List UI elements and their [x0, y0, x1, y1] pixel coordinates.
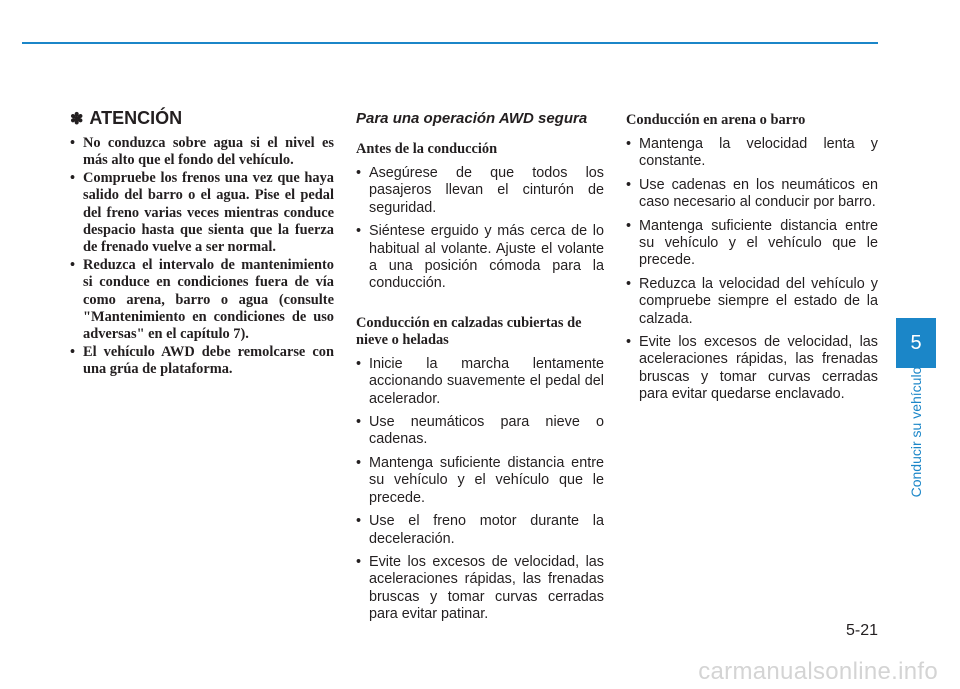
list-item: • Mantenga suficiente distancia entre su vehículo y el vehículo que le precede.: [356, 455, 604, 507]
attention-heading: [70, 108, 334, 129]
attention-list: [70, 135, 334, 379]
attention-item: • El vehículo AWD debe remolcarse con una grúa de plataforma.: [70, 344, 334, 379]
asterisk-icon: ✽: [70, 110, 84, 128]
list-item: • Use el freno motor durante la deceleración.: [356, 513, 604, 548]
watermark: carmanualsonline.info: [698, 658, 938, 685]
header-rule: [22, 42, 878, 44]
list-item: • Reduzca la velocidad del vehículo y compruebe siempre el estado de la calzada.: [626, 276, 878, 328]
attention-item: • Reduzca el intervalo de mantenimiento si conduce en condiciones fuera de vía como arena, barro o agua (consulte "Mantenimiento en condiciones de uso adversas" en el capítulo 7).: [70, 257, 334, 344]
list-item: • Mantenga la velocidad lenta y constante.: [626, 136, 878, 171]
sand-title: Conducción en arena o barro: [626, 112, 806, 128]
before-driving-list: [356, 165, 604, 293]
attention-item: • Compruebe los frenos una vez que haya salido del barro o el agua. Pise el pedal del freno varias veces mientras conduce despacio hasta que sienta que la fuerza de frenado vuelve a ser normal.: [70, 170, 334, 257]
list-item: • Use neumáticos para nieve o cadenas.: [356, 414, 604, 449]
snow-list: [356, 356, 604, 624]
section-title: Para una operación AWD segura: [356, 110, 588, 127]
page-number: 5-21: [845, 622, 878, 639]
list-item: • Siéntese erguido y más cerca de lo habitual al volante. Ajuste el volante a una posición cómoda para la conducción.: [356, 223, 604, 293]
list-item: • Inicie la marcha lentamente accionando suavemente el pedal del acelerador.: [356, 356, 604, 408]
attention-section: [70, 108, 334, 379]
chapter-title: Conducir su vehículo: [908, 366, 924, 498]
sand-section: [626, 108, 878, 410]
chapter-number-tab: 5: [896, 318, 936, 368]
attention-item: • No conduzca sobre agua si el nivel es más alto que el fondo del vehículo.: [70, 135, 334, 170]
attention-title: ATENCIÓN: [89, 108, 183, 128]
sand-list: [626, 136, 878, 404]
list-item: • Mantenga suficiente distancia entre su vehículo y el vehículo que le precede.: [626, 218, 878, 270]
awd-section: [356, 108, 604, 630]
list-item: • Use cadenas en los neumáticos en caso necesario al conducir por barro.: [626, 177, 878, 212]
list-item: • Evite los excesos de velocidad, las aceleraciones rápidas, las frenadas bruscas y tomar curvas cerradas para evitar quedarse enclavado.: [626, 334, 878, 404]
snow-title: Conducción en calzadas cubiertas de nieve o heladas: [356, 314, 582, 348]
list-item: • Evite los excesos de velocidad, las aceleraciones rápidas, las frenadas bruscas y tomar curvas cerradas para evitar patinar.: [356, 554, 604, 624]
list-item: • Asegúrese de que todos los pasajeros llevan el cinturón de seguridad.: [356, 165, 604, 217]
before-driving-title: Antes de la conducción: [356, 141, 498, 157]
